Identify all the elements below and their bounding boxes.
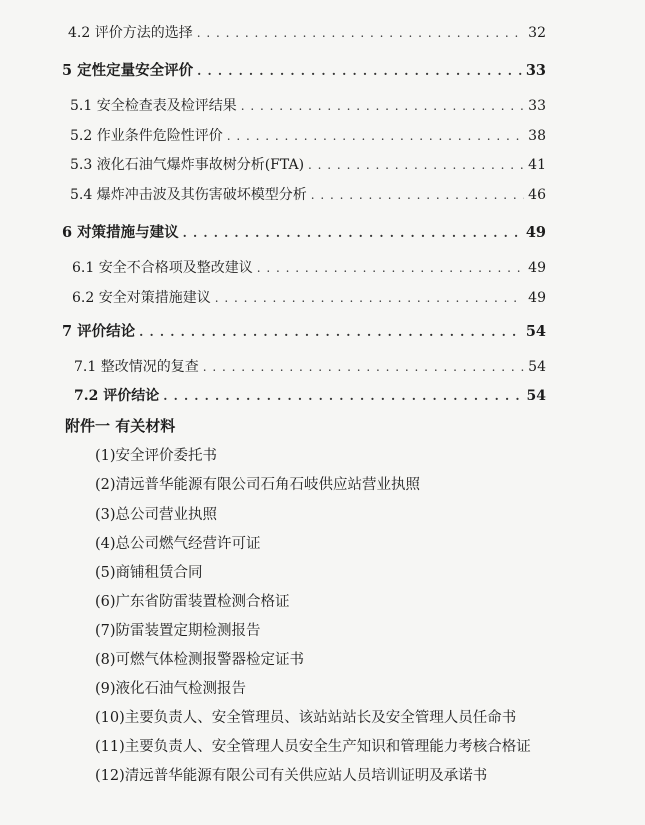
toc-entry-page: 33 — [528, 98, 546, 114]
toc-entry-4-2 — [68, 24, 546, 42]
toc-leader-dots — [241, 97, 524, 115]
toc-entry-page: 33 — [525, 62, 546, 79]
toc-leader-dots — [227, 127, 524, 145]
toc-leader-dots — [197, 62, 522, 80]
toc-entry-title: 6.2 安全对策措施建议 — [72, 290, 211, 306]
attachment-item-6: (6)广东省防雷装置检测合格证 — [95, 594, 290, 610]
attachment-item-10: (10)主要负责人、安全管理员、该站站站长及安全管理人员任命书 — [95, 710, 517, 726]
toc-leader-dots — [215, 289, 524, 307]
toc-entry-7 — [62, 323, 546, 341]
attachment-item-7: (7)防雷装置定期检测报告 — [95, 623, 261, 639]
attachment-item-4: (4)总公司燃气经营许可证 — [95, 536, 261, 552]
toc-entry-7-2 — [74, 387, 546, 405]
toc-entry-title: 5 定性定量安全评价 — [62, 62, 194, 79]
toc-entry-title: 5.2 作业条件危险性评价 — [70, 128, 223, 144]
toc-leader-dots — [308, 156, 524, 174]
toc-leader-dots — [203, 358, 524, 376]
toc-entry-page: 46 — [528, 187, 546, 203]
toc-entry-title: 6.1 安全不合格项及整改建议 — [72, 260, 253, 276]
toc-entry-page: 49 — [528, 260, 546, 276]
toc-entry-title: 5.1 安全检查表及检评结果 — [70, 98, 237, 114]
toc-entry-page: 54 — [526, 388, 546, 404]
toc-leader-dots — [257, 259, 524, 277]
toc-entry-page: 38 — [528, 128, 546, 144]
attachment-item-12: (12)清远普华能源有限公司有关供应站人员培训证明及承诺书 — [95, 768, 488, 784]
toc-entry-title: 5.3 液化石油气爆炸事故树分析(FTA) — [70, 157, 305, 173]
toc-entry-5-2 — [70, 127, 546, 145]
toc-entry-5-1 — [70, 97, 546, 115]
toc-entry-title: 7 评价结论 — [62, 323, 136, 340]
toc-entry-title: 4.2 评价方法的选择 — [68, 25, 193, 41]
attachment-item-5: (5)商铺租赁合同 — [95, 565, 203, 581]
toc-entry-7-1 — [74, 358, 546, 376]
attachment-item-1: (1)安全评价委托书 — [95, 448, 218, 464]
toc-entry-title: 5.4 爆炸冲击波及其伤害破坏模型分析 — [70, 187, 307, 203]
appendix-heading: 附件一 有关材料 — [65, 417, 176, 435]
toc-entry-title: 6 对策措施与建议 — [62, 224, 179, 241]
attachment-item-2: (2)清远普华能源有限公司石角石岐供应站营业执照 — [95, 477, 421, 493]
toc-entry-page: 32 — [528, 25, 546, 41]
attachment-item-3: (3)总公司营业执照 — [95, 507, 218, 523]
toc-entry-5-4 — [70, 186, 546, 204]
toc-entry-page: 49 — [525, 224, 546, 241]
toc-entry-5 — [62, 62, 546, 80]
toc-entry-title: 7.1 整改情况的复查 — [74, 359, 199, 375]
toc-leader-dots — [311, 186, 524, 204]
toc-leader-dots — [197, 24, 524, 42]
attachment-item-9: (9)液化石油气检测报告 — [95, 681, 247, 697]
toc-leader-dots — [163, 387, 522, 405]
toc-leader-dots — [139, 323, 522, 341]
toc-entry-page: 54 — [525, 323, 546, 340]
toc-entry-5-3 — [70, 156, 546, 174]
attachment-item-11: (11)主要负责人、安全管理人员安全生产知识和管理能力考核合格证 — [95, 739, 531, 755]
toc-entry-6-2 — [72, 289, 546, 307]
toc-entry-title: 7.2 评价结论 — [74, 388, 160, 404]
toc-entry-page: 41 — [528, 157, 546, 173]
toc-entry-page: 54 — [528, 359, 546, 375]
attachment-item-8: (8)可燃气体检测报警器检定证书 — [95, 652, 305, 668]
toc-entry-page: 49 — [528, 290, 546, 306]
toc-entry-6-1 — [72, 259, 546, 277]
toc-entry-6 — [62, 224, 546, 242]
toc-leader-dots — [183, 224, 522, 242]
